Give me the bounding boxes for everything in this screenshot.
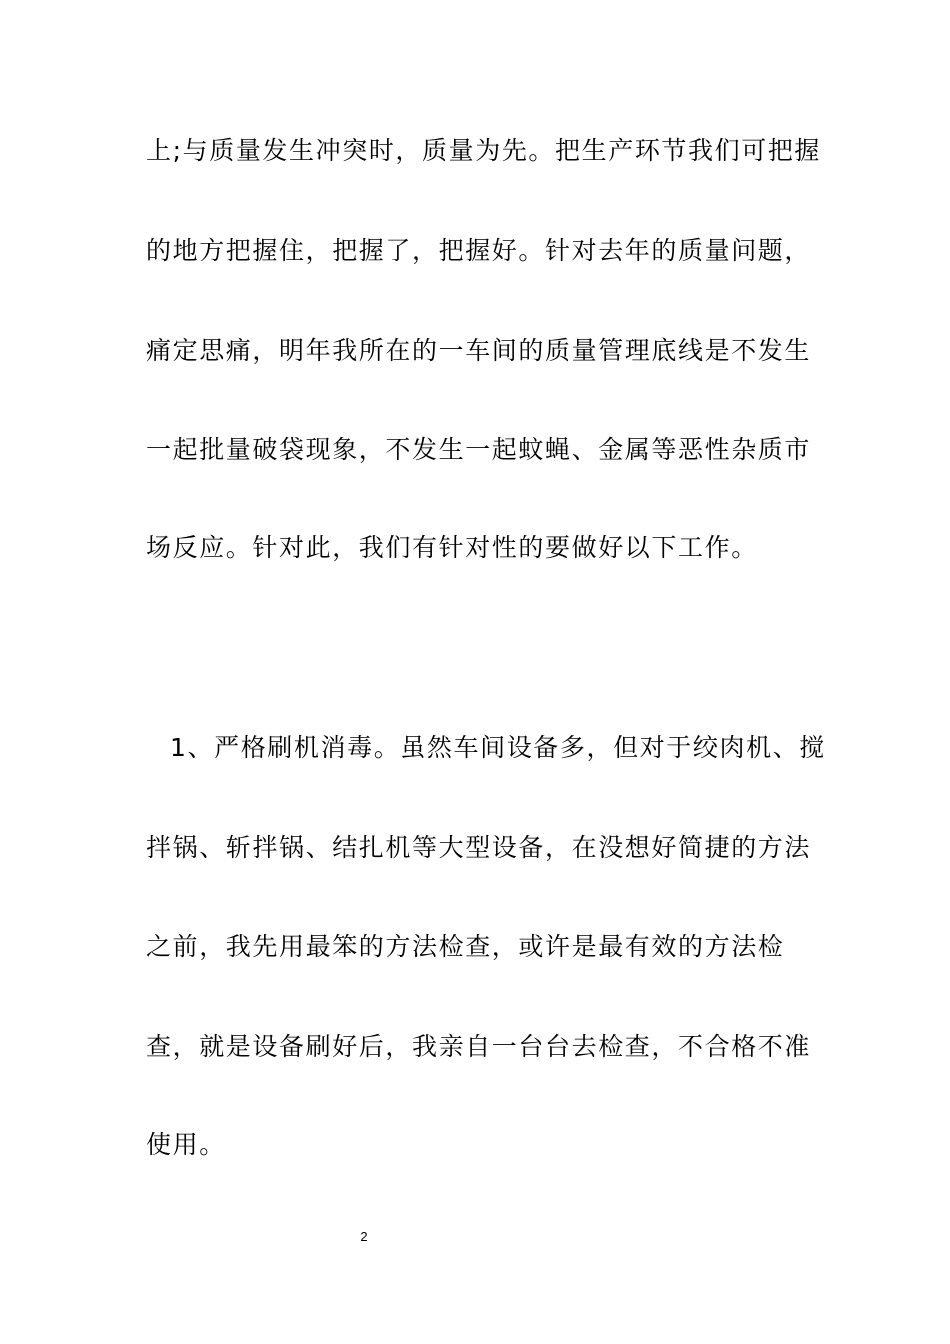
page-number: 2 <box>360 1229 368 1244</box>
text-line: 1、严格刷机消毒。虽然车间设备多，但对于绞肉机、搅 <box>170 733 826 762</box>
text-line: 场反应。针对此，我们有针对性的要做好以下工作。 <box>146 533 758 562</box>
text-line: 上;与质量发生冲突时，质量为先。把生产环节我们可把握 <box>146 136 822 165</box>
text-line: 的地方把握住，把握了，把握好。针对去年的质量问题， <box>146 236 812 265</box>
text-line: 拌锅、斩拌锅、结扎机等大型设备，在没想好简捷的方法 <box>146 833 812 862</box>
text-line: 痛定思痛，明年我所在的一车间的质量管理底线是不发生 <box>146 336 812 365</box>
text-line: 使用。 <box>146 1130 226 1159</box>
text-line: 之前，我先用最笨的方法检查，或许是最有效的方法检 <box>146 932 785 961</box>
text-line: 查，就是设备刷好后，我亲自一台台去检查，不合格不准 <box>146 1032 812 1061</box>
text-line: 一起批量破袋现象，不发生一起蚊蝇、金属等恶性杂质市 <box>146 435 812 464</box>
